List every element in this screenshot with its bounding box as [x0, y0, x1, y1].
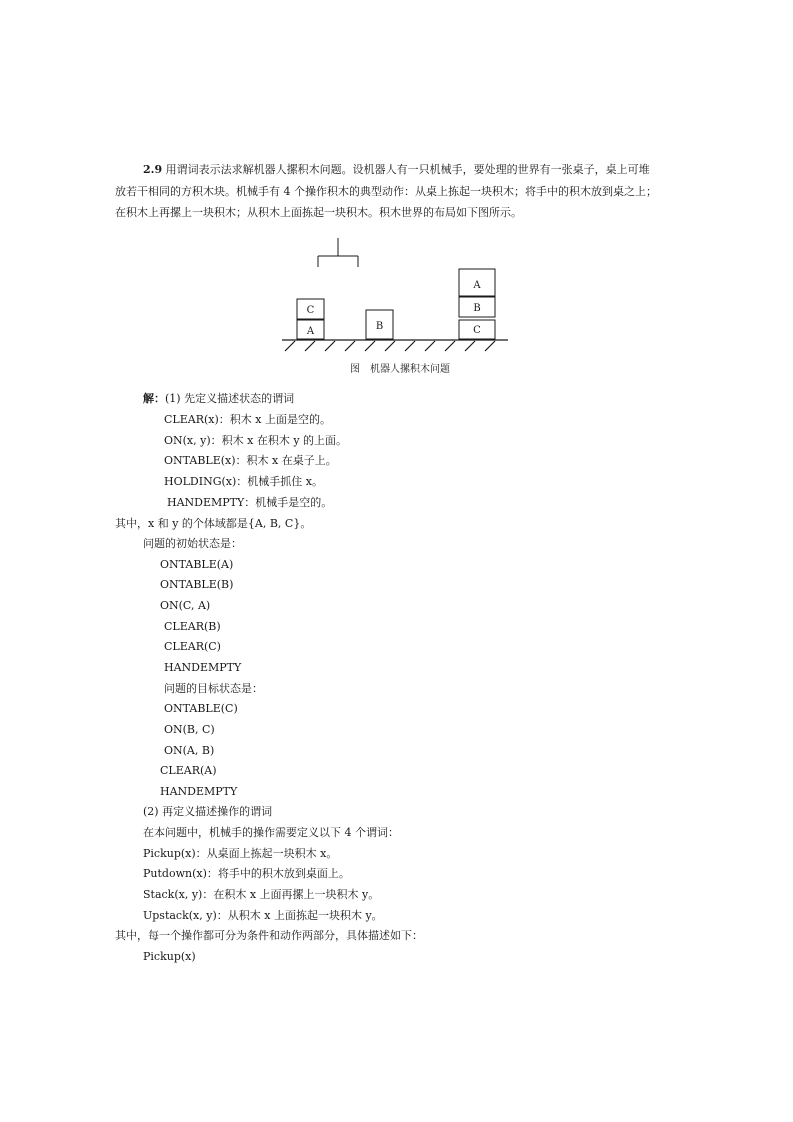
robot-hand-icon: [318, 238, 358, 267]
initial-state-item: ONTABLE(B): [160, 578, 234, 591]
block-label: C: [473, 325, 481, 336]
part1-title: (1) 先定义描述状态的谓词: [165, 392, 295, 405]
domain-line: 其中，x 和 y 的个体域都是{A, B, C}。: [115, 517, 312, 530]
goal-state-item: ONTABLE(C): [164, 702, 238, 715]
operation-putdown: Putdown(x)：将手中的积木放到桌面上。: [143, 867, 350, 880]
goal-state-item: ON(B, C): [164, 723, 215, 736]
problem-line-2: 放若干相同的方积木块。机械手有 4 个操作积木的典型动作：从桌上拣起一块积木；将手中的积木放到桌之上；: [115, 185, 657, 198]
operation-upstack: Upstack(x, y)：从积木 x 上面拣起一块积木 y。: [143, 909, 383, 922]
part2-intro: 在本问题中，机械手的操作需要定义以下 4 个谓词：: [143, 826, 399, 839]
goal-state-title: 问题的目标状态是：: [164, 682, 263, 695]
block-label: A: [306, 326, 315, 337]
block-label: A: [473, 280, 481, 291]
pickup-heading: Pickup(x): [143, 950, 196, 963]
initial-state-item: ON(C, A): [160, 599, 211, 612]
operation-pickup: Pickup(x)：从桌面上拣起一块积木 x。: [143, 847, 338, 860]
predicate-handempty: HANDEMPTY：机械手是空的。: [167, 496, 333, 509]
blocks-figure: [280, 238, 520, 378]
solution-label: 解：: [143, 392, 165, 405]
figure-caption: 图 机器人摞积木问题: [350, 364, 450, 375]
problem-text-1: 用谓词表示法求解机器人摞积木问题。设机器人有一只机械手，要处理的世界有一张桌子，桌上可堆: [162, 163, 650, 176]
operations-note: 其中，每一个操作都可分为条件和动作两部分，具体描述如下：: [115, 929, 423, 942]
goal-state-item: ON(A, B): [164, 744, 215, 757]
problem-line-3: 在积木上再摞上一块积木；从积木上面拣起一块积木。积木世界的布局如下图所示。: [115, 206, 522, 219]
goal-state-item: HANDEMPTY: [160, 785, 238, 798]
problem-number: 2.9: [143, 163, 163, 176]
initial-state-item: CLEAR(C): [164, 640, 221, 653]
block-label: C: [306, 305, 315, 316]
operation-stack: Stack(x, y)：在积木 x 上面再摞上一块积木 y。: [143, 888, 380, 901]
initial-state-item: CLEAR(B): [164, 620, 221, 633]
predicate-clear: CLEAR(x)：积木 x 上面是空的。: [164, 413, 331, 426]
predicate-holding: HOLDING(x)：机械手抓住 x。: [164, 475, 323, 488]
initial-state-item: ONTABLE(A): [160, 558, 234, 571]
initial-state-item: HANDEMPTY: [164, 661, 242, 674]
predicate-on: ON(x, y)：积木 x 在积木 y 的上面。: [164, 434, 348, 447]
problem-line-1: [143, 163, 650, 177]
block-label: B: [375, 321, 384, 332]
goal-state-item: CLEAR(A): [160, 764, 217, 777]
block-label: B: [473, 303, 481, 314]
solution-heading: [143, 392, 294, 406]
part2-title: (2) 再定义描述操作的谓词: [143, 805, 273, 818]
initial-state-title: 问题的初始状态是：: [143, 537, 242, 550]
predicate-ontable: ONTABLE(x)：积木 x 在桌子上。: [164, 454, 337, 467]
table-surface: [282, 340, 508, 351]
